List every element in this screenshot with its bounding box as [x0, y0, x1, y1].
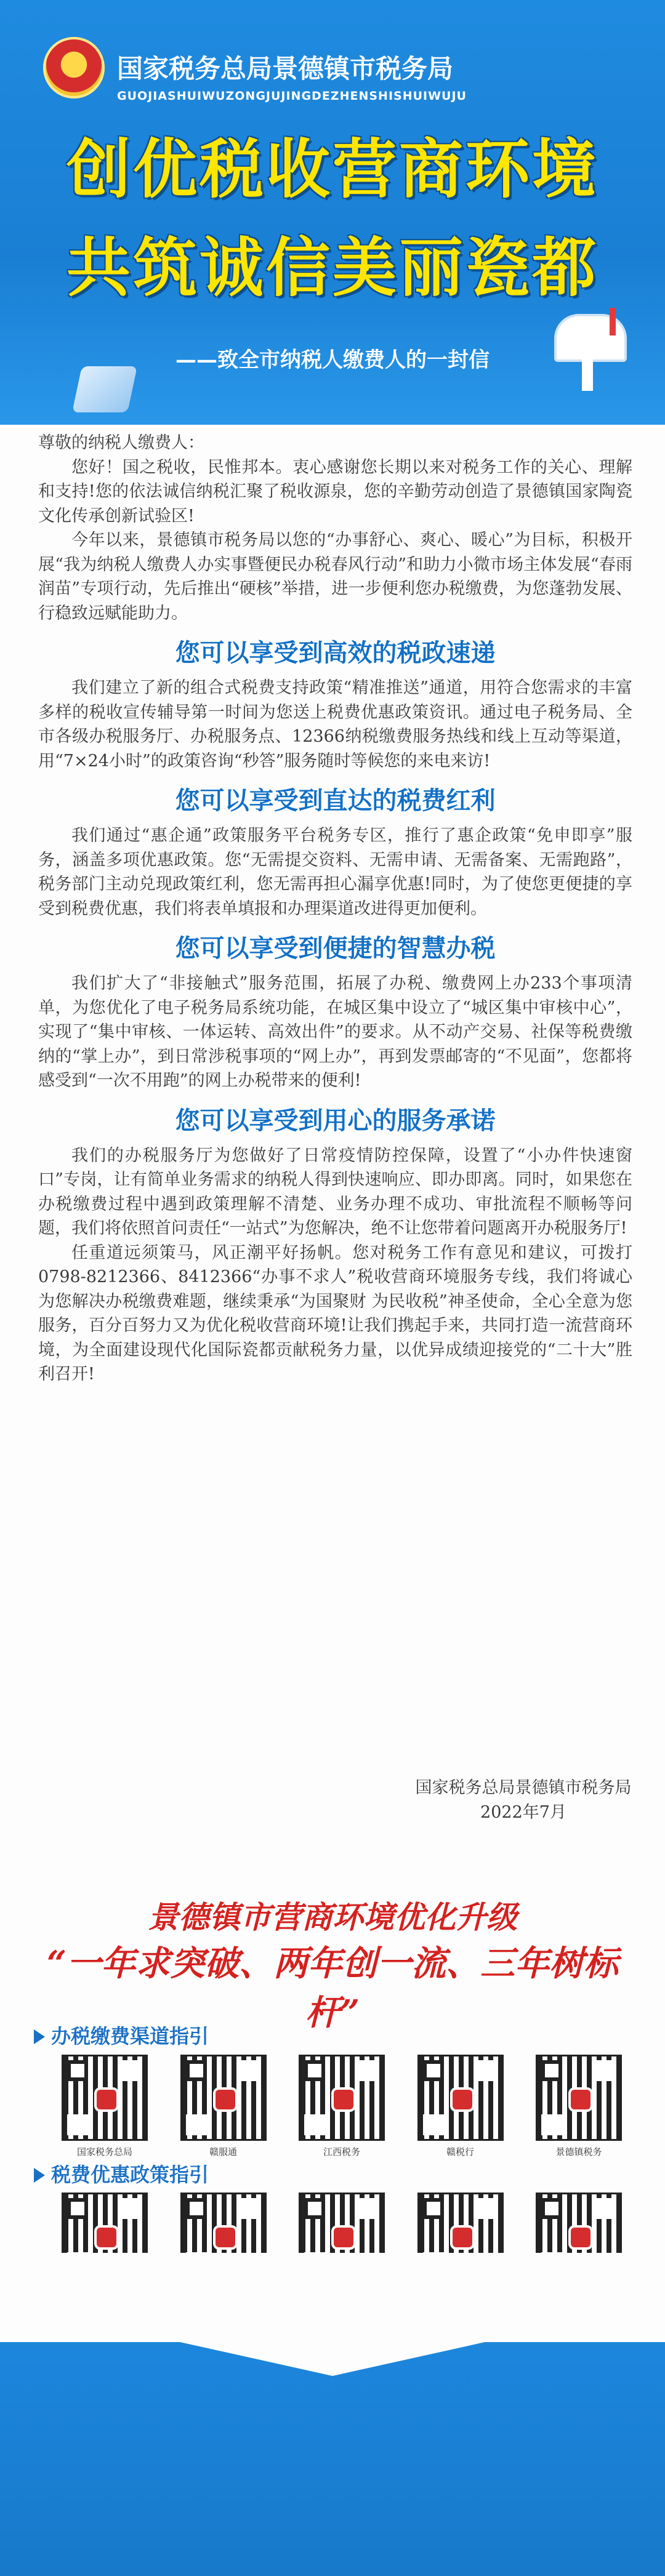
mailbox-flag [610, 308, 616, 335]
qr-code-icon[interactable] [536, 2055, 622, 2141]
qr-label: 江西税务 [323, 2146, 360, 2157]
letter-paragraph: 任重道远须策马，风正潮平好扬帆。您对税务工作有意见和建议，可拨打0798-8212366、8412366“办事不求人”税收营商环境服务专线，我们将诚心为您解决办税缴费难题，继续秉承“为国聚财 为民收税”神圣使命，全心全意为您服务，百分百努力又为优化税收营商环境!让我们携起手来，共同打造一流营商环境，为全面建设现代化国际瓷都贡献税务力量，以优异成绩迎接党的“二十大”胜利召开! [38, 1243, 632, 1384]
letter-subtitle: ——致全市纳税人缴费人的一封信 [175, 348, 490, 372]
letter-body [38, 431, 632, 1387]
letter-paragraph: 我们扩大了“非接触式”服务范围，拓展了办税、缴费网上办233个事项清单，为您优化了电子税务局系统功能，在城区集中设立了“城区集中审核中心”，实现了“集中审核、一体运转、高效出件”的要求。从不动产交易、社保等税费缴纳的“掌上办”，到日常涉税事项的“网上办”，再到发票邮寄的“不见面”，您都将感受到“一次不用跑”的网上办税带来的便利! [38, 974, 632, 1090]
tax-emblem-icon [43, 37, 105, 98]
banner-line-2: “一年求突破、两年创一流、三年树标杆” [46, 1943, 619, 2033]
qr-section-title [34, 2161, 342, 2189]
letter-paragraph: 今年以来，景德镇市税务局以您的“办事舒心、爽心、暖心”为目标，积极开展“我为纳税人缴费人办实事暨便民办税春风行动”和助力小微市场主体发展“春雨润苗”专项行动，先后推出“硬核”举措，进一步便利您办税缴费，为您蓬勃发展、行稳致远赋能助力。 [38, 531, 632, 623]
document-illustration-icon [72, 366, 137, 412]
qr-code-icon[interactable] [417, 2055, 504, 2141]
qr-label: 景德镇税务 [555, 2146, 602, 2157]
qr-section-title-text: 办税缴费渠道指引 [51, 2024, 209, 2048]
signature-date: 2022年7月 [480, 1803, 566, 1822]
qr-code-icon[interactable] [299, 2055, 385, 2141]
qr-item[interactable] [533, 2055, 625, 2158]
qr-label: 赣税行 [446, 2146, 474, 2157]
section-heading: 您可以享受到高效的税政速递 [175, 639, 496, 667]
mailbox-illustration-icon [554, 314, 628, 382]
agency-name-cn: 国家税务总局景德镇市税务局 [117, 54, 454, 84]
signature-org: 国家税务总局景德镇市税务局 [415, 1778, 632, 1797]
section-heading: 您可以享受到用心的服务承诺 [175, 1106, 496, 1135]
mailbox-body [554, 314, 627, 362]
qr-code-icon[interactable] [180, 2055, 267, 2141]
letter-salutation: 尊敬的纳税人缴费人： [38, 433, 204, 452]
qr-item[interactable] [58, 2055, 151, 2158]
footer-band [0, 2345, 665, 2576]
banner-line-1: 景德镇市营商环境优化升级 [148, 1899, 517, 1935]
qr-row-channels [58, 2055, 625, 2158]
letter-paragraph: 我们通过“惠企通”政策服务平台税务专区，推行了惠企政策“免申即享”服务，涵盖多项优惠政策。您“无需提交资料、无需申请、无需备案、无需跑路”，税务部门主动兑现政策红利，您无需再担心漏享优惠!同时，为了使您更便捷的享受到税费优惠，我们将表单填报和办理渠道改进得更加便利。 [38, 826, 632, 918]
letter-paragraph: 我们的办税服务厅为您做好了日常疫情防控保障，设置了“小办件快速窗口”专岗，让有简单业务需求的纳税人得到快速响应、即办即离。同时，如果您在办税缴费过程中遇到政策理解不清楚、业务办理不成功、审批流程不顺畅等问题，我们将依照首问责任“一站式”为您解决，绝不让您带着问题离开办税服务厅! [38, 1146, 632, 1238]
slogan-line-2: 共筑诚信美丽瓷都 [66, 230, 598, 305]
qr-code-icon[interactable] [62, 2055, 148, 2141]
section-heading: 您可以享受到直达的税费红利 [175, 787, 496, 815]
qr-item[interactable] [296, 2055, 388, 2158]
mailbox-pole [582, 357, 593, 391]
qr-label: 国家税务总局 [76, 2146, 132, 2157]
qr-section-title [34, 2022, 342, 2050]
letter-paragraph: 我们建立了新的组合式税费支持政策“精准推送”通道，用符合您需求的丰富多样的税收宣传辅导第一时间为您送上税费优惠政策资讯。通过电子税务局、全市各级办税服务厅、办税服务点、12366纳税缴费服务热线和线上互动等渠道，用“7×24小时”的政策咨询“秒答”服务随时等候您的来电来访! [38, 678, 632, 771]
agency-name-en: GUOJIASHUIWUZONGJUJINGDEZHENSHISHUIWUJU [117, 89, 467, 103]
letter-signature [332, 1776, 634, 1825]
triangle-bullet-icon [34, 2029, 45, 2044]
letter-paragraph: 您好！国之税收，民惟邦本。衷心感谢您长期以来对税务工作的关心、理解和支持!您的依法诚信纳税汇聚了税收源泉，您的辛勤劳动创造了景德镇国家陶瓷文化传承创新试验区! [38, 457, 632, 526]
qr-item[interactable] [177, 2055, 270, 2158]
section-heading: 您可以享受到便捷的智慧办税 [175, 934, 496, 963]
triangle-bullet-icon [34, 2168, 45, 2183]
qr-section-title-text: 税费优惠政策指引 [51, 2163, 209, 2186]
qr-label: 赣服通 [209, 2146, 237, 2157]
qr-item[interactable] [414, 2055, 507, 2158]
slogan-line-1: 创优税收营商环境 [66, 132, 598, 207]
